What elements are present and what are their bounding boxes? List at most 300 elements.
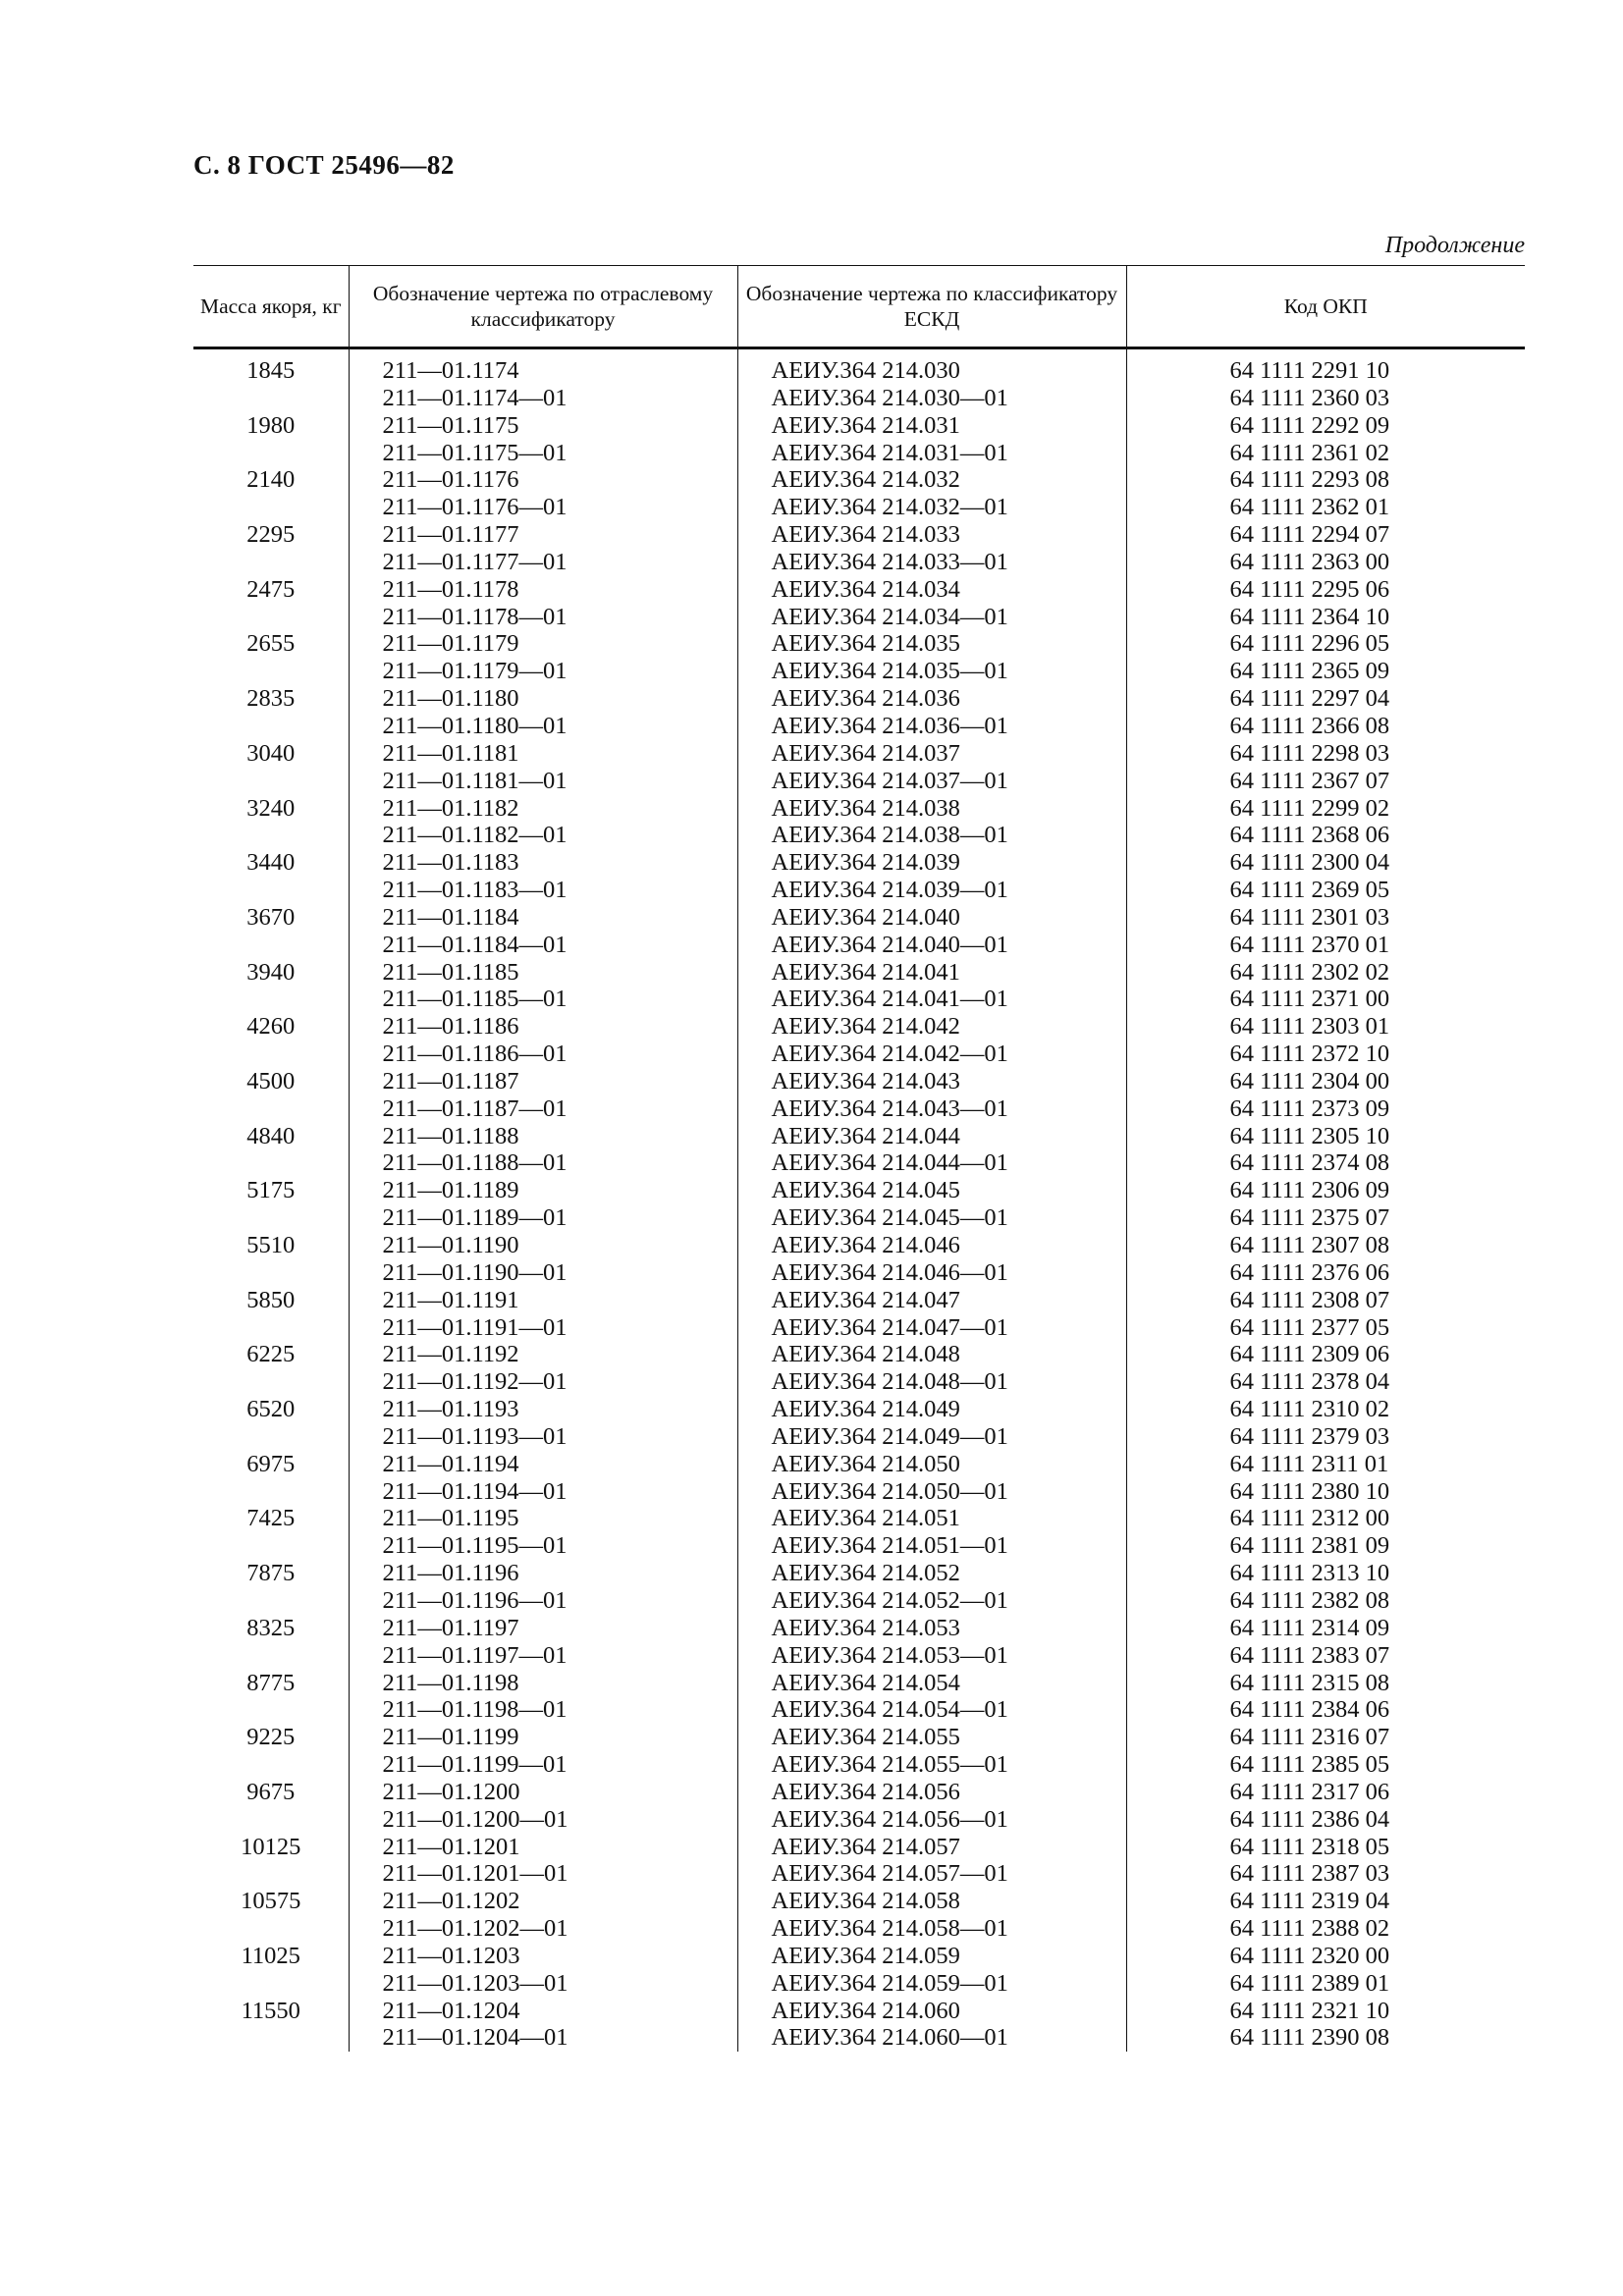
industry-drawing-cell: 211—01.1178—01 — [349, 604, 737, 631]
industry-drawing-cell: 211—01.1204 — [349, 1998, 737, 2025]
table-row — [193, 959, 1525, 987]
table-row — [193, 1834, 1525, 1861]
industry-drawing-cell: 211—01.1178 — [349, 576, 737, 604]
industry-drawing-cell: 211—01.1184 — [349, 904, 737, 932]
okp-code-cell: 64 1111 2381 09 — [1126, 1532, 1525, 1560]
okp-code-cell: 64 1111 2368 06 — [1126, 822, 1525, 849]
eskd-drawing-cell: АЕИУ.364 214.038 — [737, 795, 1126, 823]
industry-drawing-cell: 211—01.1200—01 — [349, 1806, 737, 1834]
table-row — [193, 1041, 1525, 1068]
mass-cell — [193, 1696, 349, 1724]
eskd-drawing-cell: АЕИУ.364 214.053—01 — [737, 1642, 1126, 1670]
mass-cell: 2655 — [246, 630, 296, 658]
eskd-drawing-cell: АЕИУ.364 214.041 — [737, 959, 1126, 987]
industry-drawing-cell: 211—01.1204—01 — [349, 2024, 737, 2052]
okp-code-cell: 64 1111 2374 08 — [1126, 1149, 1525, 1177]
okp-code-cell: 64 1111 2387 03 — [1126, 1860, 1525, 1888]
industry-drawing-cell: 211—01.1181—01 — [349, 768, 737, 795]
eskd-drawing-cell: АЕИУ.364 214.055—01 — [737, 1751, 1126, 1779]
eskd-drawing-cell: АЕИУ.364 214.030 — [737, 348, 1126, 385]
table-row — [193, 1998, 1525, 2025]
eskd-drawing-cell: АЕИУ.364 214.058—01 — [737, 1915, 1126, 1943]
mass-cell: 4500 — [246, 1067, 296, 1095]
eskd-drawing-cell: АЕИУ.364 214.048—01 — [737, 1368, 1126, 1396]
eskd-drawing-cell: АЕИУ.364 214.032 — [737, 466, 1126, 494]
okp-code-cell: 64 1111 2383 07 — [1126, 1642, 1525, 1670]
table-row — [193, 1532, 1525, 1560]
table-row — [193, 494, 1525, 521]
eskd-drawing-cell: АЕИУ.364 214.053 — [737, 1615, 1126, 1642]
industry-drawing-cell: 211—01.1201—01 — [349, 1860, 737, 1888]
okp-code-cell: 64 1111 2390 08 — [1126, 2024, 1525, 2052]
okp-code-cell: 64 1111 2296 05 — [1126, 630, 1525, 658]
eskd-drawing-cell: АЕИУ.364 214.036 — [737, 685, 1126, 713]
industry-drawing-cell: 211—01.1197—01 — [349, 1642, 737, 1670]
okp-code-cell: 64 1111 2362 01 — [1126, 494, 1525, 521]
mass-cell: 6975 — [246, 1450, 296, 1477]
mass-cell: 3940 — [246, 958, 296, 986]
industry-drawing-cell: 211—01.1194 — [349, 1451, 737, 1478]
eskd-drawing-cell: АЕИУ.364 214.040—01 — [737, 932, 1126, 959]
eskd-drawing-cell: АЕИУ.364 214.042—01 — [737, 1041, 1126, 1068]
industry-drawing-cell: 211—01.1194—01 — [349, 1478, 737, 1506]
table-row — [193, 1123, 1525, 1150]
okp-code-cell: 64 1111 2312 00 — [1126, 1505, 1525, 1532]
okp-code-cell: 64 1111 2319 04 — [1126, 1888, 1525, 1915]
eskd-drawing-cell: АЕИУ.364 214.060—01 — [737, 2024, 1126, 2052]
eskd-drawing-cell: АЕИУ.364 214.048 — [737, 1341, 1126, 1368]
okp-code-cell: 64 1111 2315 08 — [1126, 1670, 1525, 1697]
table-row — [193, 466, 1525, 494]
eskd-drawing-cell: АЕИУ.364 214.057—01 — [737, 1860, 1126, 1888]
mass-cell: 2295 — [246, 521, 296, 549]
eskd-drawing-cell: АЕИУ.364 214.034—01 — [737, 604, 1126, 631]
table-row — [193, 604, 1525, 631]
eskd-drawing-cell: АЕИУ.364 214.036—01 — [737, 713, 1126, 740]
industry-drawing-cell: 211—01.1183 — [349, 849, 737, 877]
industry-drawing-cell: 211—01.1195—01 — [349, 1532, 737, 1560]
industry-drawing-cell: 211—01.1190—01 — [349, 1259, 737, 1287]
industry-drawing-cell: 211—01.1188—01 — [349, 1149, 737, 1177]
eskd-drawing-cell: АЕИУ.364 214.035 — [737, 630, 1126, 658]
industry-drawing-cell: 211—01.1188 — [349, 1123, 737, 1150]
table-row — [193, 1095, 1525, 1123]
table-row — [193, 630, 1525, 658]
industry-drawing-cell: 211—01.1195 — [349, 1505, 737, 1532]
table-row — [193, 986, 1525, 1013]
table-row — [193, 1068, 1525, 1095]
mass-cell: 5850 — [246, 1286, 296, 1313]
industry-drawing-cell: 211—01.1176—01 — [349, 494, 737, 521]
eskd-drawing-cell: АЕИУ.364 214.044—01 — [737, 1149, 1126, 1177]
okp-code-cell: 64 1111 2366 08 — [1126, 713, 1525, 740]
table-row — [193, 1642, 1525, 1670]
mass-cell — [193, 1149, 349, 1177]
mass-cell: 8775 — [246, 1669, 296, 1696]
mass-cell: 4260 — [246, 1013, 296, 1041]
industry-drawing-cell: 211—01.1199 — [349, 1724, 737, 1751]
eskd-drawing-cell: АЕИУ.364 214.055 — [737, 1724, 1126, 1751]
eskd-drawing-cell: АЕИУ.364 214.045—01 — [737, 1204, 1126, 1232]
table-row — [193, 1724, 1525, 1751]
eskd-drawing-cell: АЕИУ.364 214.040 — [737, 904, 1126, 932]
industry-drawing-cell: 211—01.1186—01 — [349, 1041, 737, 1068]
industry-drawing-cell: 211—01.1184—01 — [349, 932, 737, 959]
table-row — [193, 849, 1525, 877]
okp-code-cell: 64 1111 2294 07 — [1126, 521, 1525, 549]
industry-drawing-cell: 211—01.1191—01 — [349, 1314, 737, 1342]
okp-code-cell: 64 1111 2306 09 — [1126, 1177, 1525, 1204]
industry-drawing-cell: 211—01.1183—01 — [349, 877, 737, 904]
okp-code-cell: 64 1111 2373 09 — [1126, 1095, 1525, 1123]
okp-code-cell: 64 1111 2308 07 — [1126, 1287, 1525, 1314]
table-row — [193, 348, 1525, 385]
okp-code-cell: 64 1111 2361 02 — [1126, 440, 1525, 467]
industry-drawing-cell: 211—01.1175—01 — [349, 440, 737, 467]
eskd-drawing-cell: АЕИУ.364 214.051—01 — [737, 1532, 1126, 1560]
eskd-drawing-cell: АЕИУ.364 214.035—01 — [737, 658, 1126, 685]
okp-code-cell: 64 1111 2318 05 — [1126, 1834, 1525, 1861]
table-row — [193, 795, 1525, 823]
eskd-drawing-cell: АЕИУ.364 214.054 — [737, 1670, 1126, 1697]
mass-cell — [193, 604, 349, 631]
eskd-drawing-cell: АЕИУ.364 214.038—01 — [737, 822, 1126, 849]
okp-code-cell: 64 1111 2377 05 — [1126, 1314, 1525, 1342]
mass-cell: 3240 — [246, 794, 296, 822]
mass-cell: 2835 — [246, 685, 296, 713]
okp-code-cell: 64 1111 2301 03 — [1126, 904, 1525, 932]
eskd-drawing-cell: АЕИУ.364 214.044 — [737, 1123, 1126, 1150]
table-row — [193, 521, 1525, 549]
eskd-drawing-cell: АЕИУ.364 214.037 — [737, 740, 1126, 768]
mass-cell: 9225 — [246, 1724, 296, 1751]
eskd-drawing-cell: АЕИУ.364 214.049—01 — [737, 1423, 1126, 1451]
okp-code-cell: 64 1111 2307 08 — [1126, 1232, 1525, 1259]
okp-code-cell: 64 1111 2365 09 — [1126, 658, 1525, 685]
table-row — [193, 1204, 1525, 1232]
eskd-drawing-cell: АЕИУ.364 214.033—01 — [737, 549, 1126, 576]
table-row — [193, 1232, 1525, 1259]
eskd-drawing-cell: АЕИУ.364 214.059 — [737, 1943, 1126, 1970]
industry-drawing-cell: 211—01.1202—01 — [349, 1915, 737, 1943]
table-row — [193, 740, 1525, 768]
mass-cell — [193, 986, 349, 1013]
okp-code-cell: 64 1111 2316 07 — [1126, 1724, 1525, 1751]
industry-drawing-cell: 211—01.1196 — [349, 1560, 737, 1587]
industry-drawing-cell: 211—01.1182 — [349, 795, 737, 823]
table-row — [193, 1751, 1525, 1779]
table-row — [193, 1423, 1525, 1451]
table-row — [193, 1888, 1525, 1915]
continuation-label: Продолжение — [1384, 233, 1525, 258]
industry-drawing-cell: 211—01.1176 — [349, 466, 737, 494]
industry-drawing-cell: 211—01.1186 — [349, 1013, 737, 1041]
table-row — [193, 1615, 1525, 1642]
page-header: С. 8 ГОСТ 25496—82 — [193, 150, 455, 180]
industry-drawing-cell: 211—01.1180 — [349, 685, 737, 713]
okp-code-cell: 64 1111 2309 06 — [1126, 1341, 1525, 1368]
eskd-drawing-cell: АЕИУ.364 214.049 — [737, 1396, 1126, 1423]
okp-code-cell: 64 1111 2363 00 — [1126, 549, 1525, 576]
eskd-drawing-cell: АЕИУ.364 214.031—01 — [737, 440, 1126, 467]
table-row — [193, 1505, 1525, 1532]
industry-drawing-cell: 211—01.1203 — [349, 1943, 737, 1970]
mass-cell — [193, 2024, 349, 2052]
column-header-industry-drawing: Обозначение чертежа по отраслевому классификатору — [349, 266, 737, 348]
eskd-drawing-cell: АЕИУ.364 214.056—01 — [737, 1806, 1126, 1834]
okp-code-cell: 64 1111 2293 08 — [1126, 466, 1525, 494]
table-row — [193, 2024, 1525, 2052]
industry-drawing-cell: 211—01.1179—01 — [349, 658, 737, 685]
table-header — [193, 266, 1525, 348]
okp-code-cell: 64 1111 2389 01 — [1126, 1970, 1525, 1998]
mass-cell — [193, 658, 349, 685]
industry-drawing-cell: 211—01.1174 — [349, 348, 737, 385]
table-row — [193, 1943, 1525, 1970]
table-row — [193, 1451, 1525, 1478]
anchor-table — [193, 265, 1525, 2052]
column-header-okp-code: Код ОКП — [1126, 266, 1525, 348]
eskd-drawing-cell: АЕИУ.364 214.043—01 — [737, 1095, 1126, 1123]
okp-code-cell: 64 1111 2376 06 — [1126, 1259, 1525, 1287]
mass-cell: 5175 — [246, 1177, 296, 1204]
eskd-drawing-cell: АЕИУ.364 214.050 — [737, 1451, 1126, 1478]
industry-drawing-cell: 211—01.1181 — [349, 740, 737, 768]
industry-drawing-cell: 211—01.1180—01 — [349, 713, 737, 740]
industry-drawing-cell: 211—01.1196—01 — [349, 1587, 737, 1615]
eskd-drawing-cell: АЕИУ.364 214.046 — [737, 1232, 1126, 1259]
mass-cell — [193, 1806, 349, 1834]
eskd-drawing-cell: АЕИУ.364 214.047—01 — [737, 1314, 1126, 1342]
mass-cell — [193, 549, 349, 576]
mass-cell — [193, 1915, 349, 1943]
table-row — [193, 1670, 1525, 1697]
mass-cell: 3040 — [246, 739, 296, 767]
industry-drawing-cell: 211—01.1198 — [349, 1670, 737, 1697]
eskd-drawing-cell: АЕИУ.364 214.046—01 — [737, 1259, 1126, 1287]
mass-cell: 5510 — [246, 1232, 296, 1258]
eskd-drawing-cell: АЕИУ.364 214.059—01 — [737, 1970, 1126, 1998]
table-row — [193, 877, 1525, 904]
okp-code-cell: 64 1111 2378 04 — [1126, 1368, 1525, 1396]
mass-cell: 9675 — [246, 1778, 296, 1805]
table-row — [193, 1478, 1525, 1506]
table-row — [193, 768, 1525, 795]
industry-drawing-cell: 211—01.1177—01 — [349, 549, 737, 576]
table-row — [193, 822, 1525, 849]
okp-code-cell: 64 1111 2371 00 — [1126, 986, 1525, 1013]
mass-cell — [193, 1970, 349, 1998]
table-row — [193, 440, 1525, 467]
table-row — [193, 549, 1525, 576]
industry-drawing-cell: 211—01.1203—01 — [349, 1970, 737, 1998]
okp-code-cell: 64 1111 2386 04 — [1126, 1806, 1525, 1834]
mass-cell: 6225 — [246, 1341, 296, 1368]
okp-code-cell: 64 1111 2320 00 — [1126, 1943, 1525, 1970]
industry-drawing-cell: 211—01.1187 — [349, 1068, 737, 1095]
table-row — [193, 1013, 1525, 1041]
mass-cell — [193, 822, 349, 849]
mass-cell: 1845 — [246, 357, 296, 384]
eskd-drawing-cell: АЕИУ.364 214.057 — [737, 1834, 1126, 1861]
mass-cell — [193, 1095, 349, 1123]
table-row — [193, 1587, 1525, 1615]
okp-code-cell: 64 1111 2372 10 — [1126, 1041, 1525, 1068]
okp-code-cell: 64 1111 2370 01 — [1126, 932, 1525, 959]
mass-cell: 11025 — [241, 1942, 300, 1969]
eskd-drawing-cell: АЕИУ.364 214.039—01 — [737, 877, 1126, 904]
mass-cell: 3440 — [246, 849, 296, 877]
okp-code-cell: 64 1111 2369 05 — [1126, 877, 1525, 904]
okp-code-cell: 64 1111 2311 01 — [1126, 1451, 1525, 1478]
eskd-drawing-cell: АЕИУ.364 214.042 — [737, 1013, 1126, 1041]
eskd-drawing-cell: АЕИУ.364 214.051 — [737, 1505, 1126, 1532]
table-row — [193, 1287, 1525, 1314]
table-row — [193, 1259, 1525, 1287]
table-row — [193, 412, 1525, 440]
mass-cell — [193, 1751, 349, 1779]
mass-cell — [193, 385, 349, 412]
table-row — [193, 1149, 1525, 1177]
mass-cell — [193, 1314, 349, 1342]
okp-code-cell: 64 1111 2310 02 — [1126, 1396, 1525, 1423]
mass-cell: 11550 — [241, 1997, 300, 2024]
okp-code-cell: 64 1111 2313 10 — [1126, 1560, 1525, 1587]
mass-cell: 10125 — [241, 1833, 301, 1860]
mass-cell: 7875 — [246, 1560, 296, 1587]
industry-drawing-cell: 211—01.1189—01 — [349, 1204, 737, 1232]
mass-cell — [193, 1642, 349, 1670]
okp-code-cell: 64 1111 2299 02 — [1126, 795, 1525, 823]
industry-drawing-cell: 211—01.1189 — [349, 1177, 737, 1204]
mass-cell — [193, 1259, 349, 1287]
okp-code-cell: 64 1111 2303 01 — [1126, 1013, 1525, 1041]
mass-cell — [193, 1587, 349, 1615]
okp-code-cell: 64 1111 2360 03 — [1126, 385, 1525, 412]
mass-cell: 6520 — [246, 1396, 296, 1423]
eskd-drawing-cell: АЕИУ.364 214.047 — [737, 1287, 1126, 1314]
eskd-drawing-cell: АЕИУ.364 214.052—01 — [737, 1587, 1126, 1615]
okp-code-cell: 64 1111 2367 07 — [1126, 768, 1525, 795]
eskd-drawing-cell: АЕИУ.364 214.054—01 — [737, 1696, 1126, 1724]
eskd-drawing-cell: АЕИУ.364 214.030—01 — [737, 385, 1126, 412]
okp-code-cell: 64 1111 2300 04 — [1126, 849, 1525, 877]
table-row — [193, 932, 1525, 959]
industry-drawing-cell: 211—01.1202 — [349, 1888, 737, 1915]
table-row — [193, 1177, 1525, 1204]
industry-drawing-cell: 211—01.1200 — [349, 1779, 737, 1806]
mass-cell: 8325 — [246, 1614, 296, 1641]
eskd-drawing-cell: АЕИУ.364 214.039 — [737, 849, 1126, 877]
okp-code-cell: 64 1111 2384 06 — [1126, 1696, 1525, 1724]
mass-cell — [193, 1423, 349, 1451]
eskd-drawing-cell: АЕИУ.364 214.050—01 — [737, 1478, 1126, 1506]
mass-cell — [193, 1368, 349, 1396]
table-row — [193, 713, 1525, 740]
eskd-drawing-cell: АЕИУ.364 214.041—01 — [737, 986, 1126, 1013]
table-row — [193, 1806, 1525, 1834]
eskd-drawing-cell: АЕИУ.364 214.056 — [737, 1779, 1126, 1806]
industry-drawing-cell: 211—01.1191 — [349, 1287, 737, 1314]
mass-cell: 3670 — [246, 903, 296, 931]
mass-cell — [193, 768, 349, 795]
table-row — [193, 1779, 1525, 1806]
mass-cell: 1980 — [246, 411, 296, 439]
industry-drawing-cell: 211—01.1193 — [349, 1396, 737, 1423]
industry-drawing-cell: 211—01.1197 — [349, 1615, 737, 1642]
okp-code-cell: 64 1111 2295 06 — [1126, 576, 1525, 604]
mass-cell — [193, 1532, 349, 1560]
industry-drawing-cell: 211—01.1193—01 — [349, 1423, 737, 1451]
eskd-drawing-cell: АЕИУ.364 214.052 — [737, 1560, 1126, 1587]
eskd-drawing-cell: АЕИУ.364 214.037—01 — [737, 768, 1126, 795]
eskd-drawing-cell: АЕИУ.364 214.045 — [737, 1177, 1126, 1204]
eskd-drawing-cell: АЕИУ.364 214.043 — [737, 1068, 1126, 1095]
industry-drawing-cell: 211—01.1198—01 — [349, 1696, 737, 1724]
table-row — [193, 1314, 1525, 1342]
eskd-drawing-cell: АЕИУ.364 214.033 — [737, 521, 1126, 549]
mass-cell — [193, 1860, 349, 1888]
eskd-drawing-cell: АЕИУ.364 214.060 — [737, 1998, 1126, 2025]
mass-cell — [193, 494, 349, 521]
table-row — [193, 385, 1525, 412]
okp-code-cell: 64 1111 2385 05 — [1126, 1751, 1525, 1779]
mass-cell — [193, 1478, 349, 1506]
mass-cell: 4840 — [246, 1122, 296, 1149]
okp-code-cell: 64 1111 2364 10 — [1126, 604, 1525, 631]
industry-drawing-cell: 211—01.1182—01 — [349, 822, 737, 849]
okp-code-cell: 64 1111 2298 03 — [1126, 740, 1525, 768]
mass-cell: 10575 — [241, 1888, 301, 1915]
mass-cell: 2140 — [246, 466, 296, 494]
industry-drawing-cell: 211—01.1192—01 — [349, 1368, 737, 1396]
eskd-drawing-cell: АЕИУ.364 214.034 — [737, 576, 1126, 604]
industry-drawing-cell: 211—01.1174—01 — [349, 385, 737, 412]
industry-drawing-cell: 211—01.1177 — [349, 521, 737, 549]
column-header-mass: Масса якоря, кг — [193, 266, 349, 348]
industry-drawing-cell: 211—01.1201 — [349, 1834, 737, 1861]
okp-code-cell: 64 1111 2388 02 — [1126, 1915, 1525, 1943]
mass-cell: 7425 — [246, 1505, 296, 1532]
table-row — [193, 1915, 1525, 1943]
eskd-drawing-cell: АЕИУ.364 214.031 — [737, 412, 1126, 440]
table-row — [193, 1341, 1525, 1368]
table-body — [193, 348, 1525, 2053]
column-header-eskd-drawing: Обозначение чертежа по классификатору ЕСКД — [737, 266, 1126, 348]
industry-drawing-cell: 211—01.1187—01 — [349, 1095, 737, 1123]
okp-code-cell: 64 1111 2314 09 — [1126, 1615, 1525, 1642]
mass-cell — [193, 1204, 349, 1232]
header-row — [193, 266, 1525, 348]
table-row — [193, 658, 1525, 685]
mass-cell — [193, 713, 349, 740]
table-row — [193, 685, 1525, 713]
industry-drawing-cell: 211—01.1192 — [349, 1341, 737, 1368]
mass-cell: 2475 — [246, 575, 296, 603]
mass-cell — [193, 1041, 349, 1068]
industry-drawing-cell: 211—01.1175 — [349, 412, 737, 440]
table-row — [193, 1860, 1525, 1888]
table-row — [193, 904, 1525, 932]
okp-code-cell: 64 1111 2379 03 — [1126, 1423, 1525, 1451]
table-row — [193, 576, 1525, 604]
table-row — [193, 1970, 1525, 1998]
industry-drawing-cell: 211—01.1185 — [349, 959, 737, 987]
industry-drawing-cell: 211—01.1185—01 — [349, 986, 737, 1013]
okp-code-cell: 64 1111 2297 04 — [1126, 685, 1525, 713]
okp-code-cell: 64 1111 2380 10 — [1126, 1478, 1525, 1506]
eskd-drawing-cell: АЕИУ.364 214.032—01 — [737, 494, 1126, 521]
